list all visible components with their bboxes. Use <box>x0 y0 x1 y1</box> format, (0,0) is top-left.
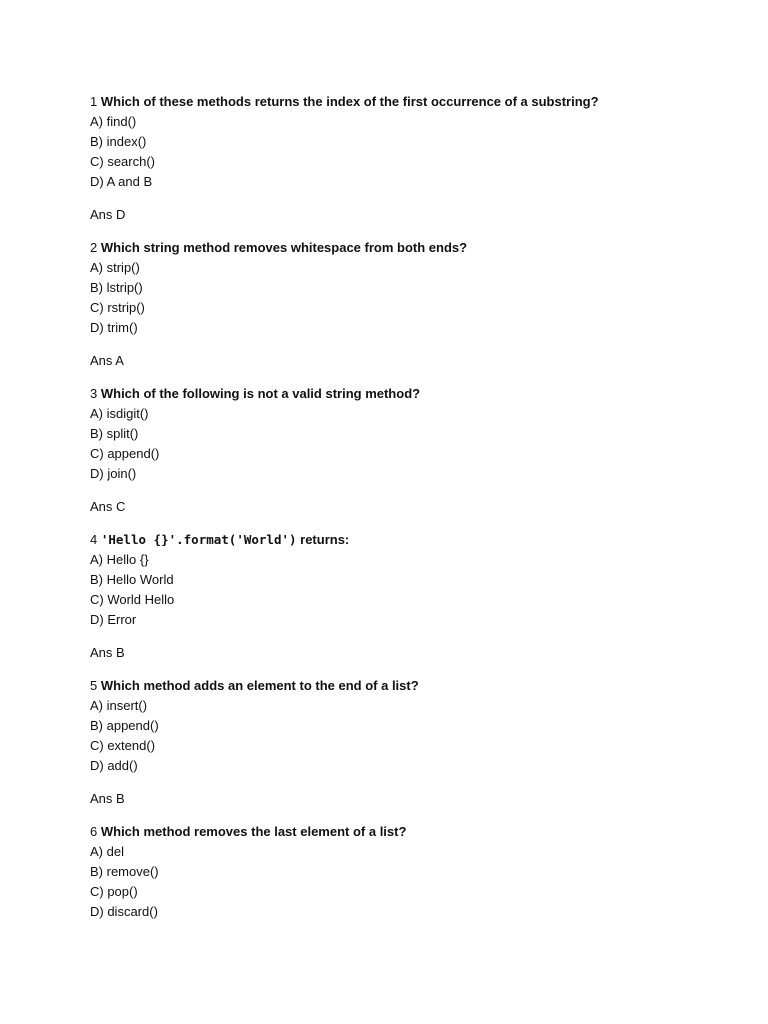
question-number: 4 <box>90 532 98 547</box>
answer: Ans D <box>90 207 126 222</box>
option-a: A) strip() <box>90 260 140 275</box>
option-b: B) split() <box>90 426 139 441</box>
option-c: C) append() <box>90 446 160 461</box>
question-text: Which method removes the last element of a list? <box>100 824 407 839</box>
option-b: B) remove() <box>90 864 159 879</box>
option-d: D) trim() <box>90 320 138 335</box>
question-text: Which method adds an element to the end of a list? <box>100 678 419 693</box>
question-6 <box>90 822 730 922</box>
answer: Ans C <box>90 499 126 514</box>
option-d: D) join() <box>90 466 137 481</box>
option-a: A) del <box>90 844 124 859</box>
option-c: C) World Hello <box>90 592 175 607</box>
option-b: B) Hello World <box>90 572 174 587</box>
option-a: A) find() <box>90 114 137 129</box>
quiz-document <box>90 92 730 935</box>
question-text: returns: <box>296 532 350 547</box>
option-c: C) search() <box>90 154 156 169</box>
question-heading <box>90 238 730 258</box>
question-heading <box>90 530 730 550</box>
question-4 <box>90 530 730 663</box>
option-b: B) lstrip() <box>90 280 143 295</box>
question-heading <box>90 384 730 404</box>
question-2 <box>90 238 730 371</box>
question-3 <box>90 384 730 517</box>
question-heading <box>90 676 730 696</box>
option-a: A) Hello {} <box>90 552 149 567</box>
option-d: D) discard() <box>90 904 158 919</box>
question-number: 2 <box>90 240 98 255</box>
question-5 <box>90 676 730 809</box>
question-number: 3 <box>90 386 98 401</box>
question-heading <box>90 822 730 842</box>
option-c: C) pop() <box>90 884 138 899</box>
question-1 <box>90 92 730 225</box>
question-text: Which of the following is not a valid string method? <box>100 386 421 401</box>
option-d: D) add() <box>90 758 138 773</box>
question-heading <box>90 92 730 112</box>
option-b: B) append() <box>90 718 159 733</box>
question-code: 'Hello {}'.format('World') <box>100 532 297 547</box>
option-b: B) index() <box>90 134 147 149</box>
question-number: 5 <box>90 678 98 693</box>
question-number: 1 <box>90 94 98 109</box>
option-c: C) rstrip() <box>90 300 145 315</box>
answer: Ans B <box>90 791 125 806</box>
option-c: C) extend() <box>90 738 156 753</box>
option-d: D) Error <box>90 612 137 627</box>
question-text: Which string method removes whitespace from both ends? <box>100 240 468 255</box>
answer: Ans B <box>90 645 125 660</box>
question-text: Which of these methods returns the index of the first occurrence of a substring? <box>100 94 599 109</box>
answer: Ans A <box>90 353 124 368</box>
option-a: A) isdigit() <box>90 406 149 421</box>
option-d: D) A and B <box>90 174 153 189</box>
question-number: 6 <box>90 824 98 839</box>
option-a: A) insert() <box>90 698 148 713</box>
